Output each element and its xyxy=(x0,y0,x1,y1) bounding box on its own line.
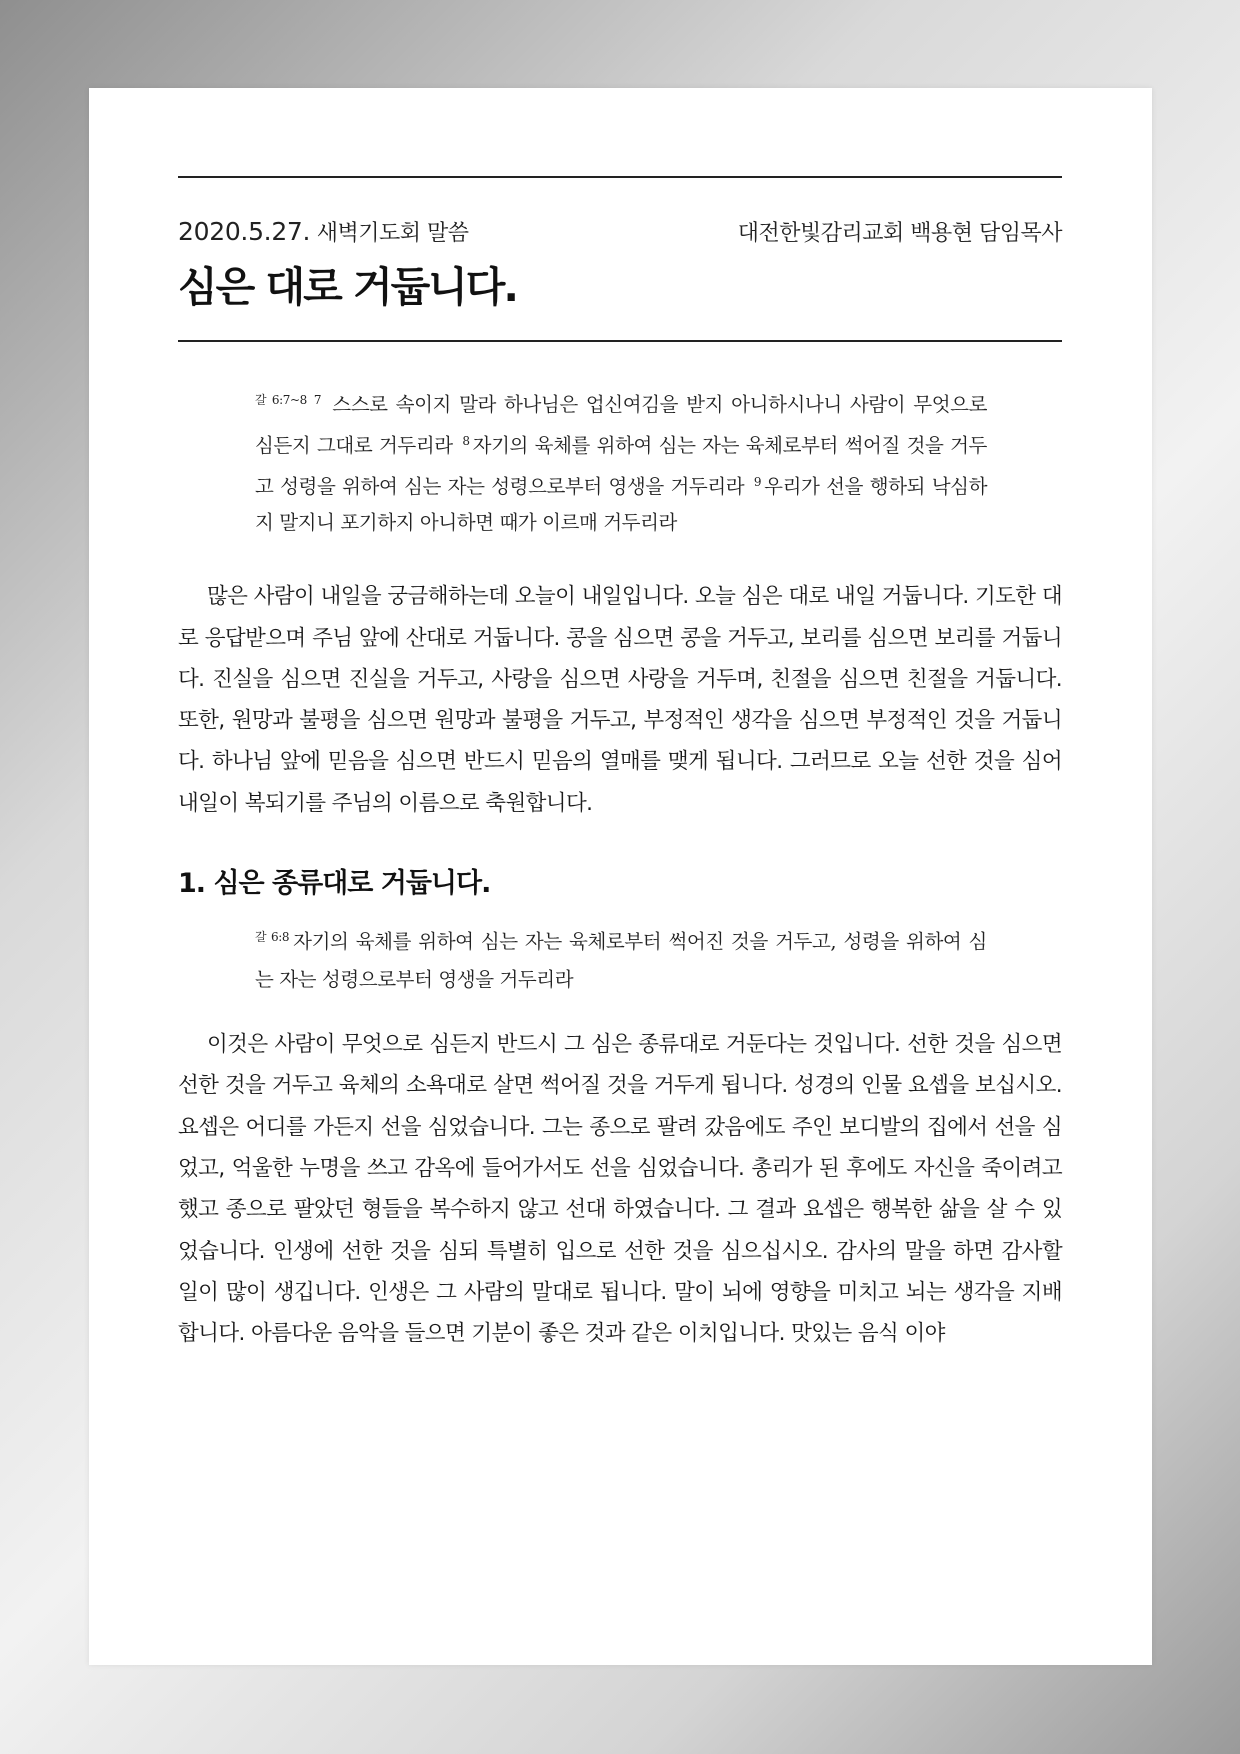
verse-text: 자기의 육체를 위하여 심는 자는 육체로부터 썩어진 것을 거두고, 성령을 위하여 심는 자는 성령으로부터 영생을 거두리라 xyxy=(255,930,987,992)
top-rule xyxy=(178,176,1062,178)
sermon-header xyxy=(178,216,1062,247)
verse-text: 자기의 육체를 위하여 심는 자는 육체로부터 썩어질 것을 거두고 성령을 위하여 심는 자는 성령으로부터 영생을 거두리라 xyxy=(255,434,987,499)
verse-number: 8 xyxy=(462,434,470,449)
page-content xyxy=(178,176,1062,1354)
sermon-date-service xyxy=(178,216,468,247)
intro-paragraph: 많은 사람이 내일을 궁금해하는데 오늘이 내일입니다. 오늘 심은 대로 내일 거둡니다. 기도한 대로 응답받으며 주님 앞에 산대로 거둡니다. 콩을 심으면 콩을 거두고, 보리를 심으면 보리를 거둡니다. 진실을 심으면 진실을 거두고, 사랑을 심으면 사랑을 거두며, 친절을 심으면 친절을 거둡니다. 또한, 원망과 불평을 심으면 원망과 불평을 거두고, 부정적인 생각을 심으면 부정적인 것을 거둡니다. 하나님 앞에 믿음을 심으면 반드시 믿음의 열매를 맺게 됩니다. 그러므로 오늘 선한 것을 심어 내일이 복되기를 주님의 이름으로 축원합니다. xyxy=(178,584,1062,816)
scripture-reference: 갈 6:7~8 xyxy=(255,393,307,408)
document-page xyxy=(89,88,1152,1665)
title-rule xyxy=(178,340,1062,342)
verse-number: 7 xyxy=(313,393,322,408)
verse-number: 9 xyxy=(753,475,762,490)
section-paragraph: 이것은 사람이 무엇으로 심든지 반드시 그 심은 종류대로 거둔다는 것입니다. 선한 것을 심으면 선한 것을 거두고 육체의 소욕대로 살면 썩어질 것을 거두게 됩니다. 성경의 인물 요셉을 보십시오. 요셉은 어디를 가든지 선을 심었습니다. 그는 종으로 팔려 갔음에도 주인 보디발의 집에서 선을 심었고, 억울한 누명을 쓰고 감옥에 들어가서도 선을 심었습니다. 총리가 된 후에도 자신을 죽이려고 했고 종으로 팔았던 형들을 복수하지 않고 선대 하였습니다. 그 결과 요셉은 행복한 삶을 살 수 있었습니다. 인생에 선한 것을 심되 특별히 입으로 선한 것을 심으십시오. 감사의 말을 하면 감사할 일이 많이 생깁니다. 인생은 그 사람의 말대로 됩니다. 말이 뇌에 영향을 미치고 뇌는 생각을 지배합니다. 아름다운 음악을 들으면 기분이 좋은 것과 같은 이치입니다. 맛있는 음식 이야 xyxy=(178,1032,1062,1347)
pastor-name: 백용현 담임목사 xyxy=(910,221,1062,246)
service-name: 새벽기도회 말씀 xyxy=(316,221,469,246)
sermon-title: 심은 대로 거둡니다. xyxy=(178,263,517,311)
scripture-reference: 갈 6:8 xyxy=(255,930,290,945)
scripture-passage-1 xyxy=(178,382,1062,541)
sermon-date: 2020.5.27. xyxy=(178,217,311,246)
verse-text: 스스로 속이지 말라 하나님은 업신여김을 받지 아니하시나니 사람이 무엇으로 심든지 그대로 거두리라 xyxy=(255,393,988,458)
scripture-passage-2 xyxy=(178,918,1062,999)
church-name: 대전한빛감리교회 xyxy=(737,221,904,246)
section-heading: 1. 심은 종류대로 거둡니다. xyxy=(178,868,491,900)
church-pastor xyxy=(738,216,1062,247)
verse-text: 우리가 선을 행하되 낙심하지 말지니 포기하지 아니하면 때가 이르매 거두리라 xyxy=(255,475,988,535)
